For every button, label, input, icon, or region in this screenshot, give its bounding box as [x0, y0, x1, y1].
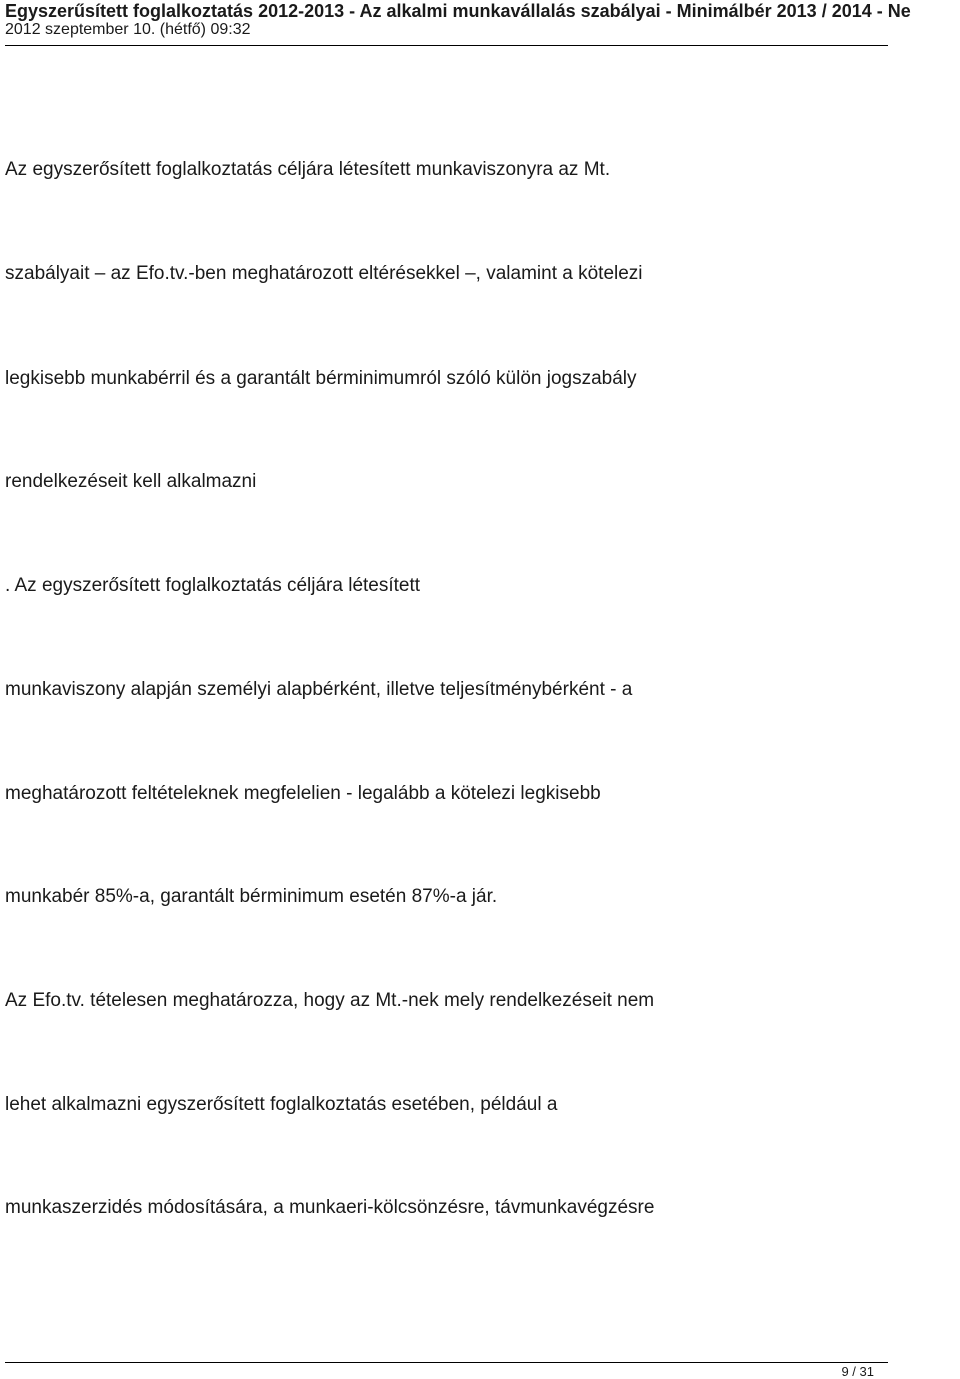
document-title: Egyszerűsített foglalkoztatás 2012-2013 - Az alkalmi munkavállalás szabályai - Minimálbér 2013 / 2014 - Ne — [5, 1, 911, 21]
footer-divider — [5, 1362, 888, 1363]
body-line: munkabér 85%-a, garantált bérminimum esetén 87%-a jár. — [5, 886, 498, 907]
body-line: munkaviszony alapján személyi alapbérként, illetve teljesítménybérként - a — [5, 679, 633, 700]
body-line: szabályait – az Efo.tv.-ben meghatározott eltérésekkel –, valamint a kötelezi — [5, 263, 643, 284]
body-line: lehet alkalmazni egyszerősített foglalkoztatás esetében, például a — [5, 1094, 558, 1115]
body-line: rendelkezéseit kell alkalmazni — [5, 471, 257, 492]
body-line: Az egyszerősített foglalkoztatás céljára létesített munkaviszonyra az Mt. — [5, 159, 611, 180]
body-line: munkaszerzidés módosítására, a munkaeri-kölcsönzésre, távmunkavégzésre — [5, 1197, 655, 1218]
page-number: 9 / 31 — [841, 1364, 874, 1379]
body-line: Az Efo.tv. tételesen meghatározza, hogy az Mt.-nek mely rendelkezéseit nem — [5, 990, 655, 1011]
document-datetime: 2012 szeptember 10. (hétfő) 09:32 — [5, 21, 251, 38]
body-line: . Az egyszerősített foglalkoztatás céljára létesített — [5, 575, 421, 596]
body-line: meghatározott feltételeknek megfelelien - legalább a kötelezi legkisebb — [5, 783, 601, 804]
header-divider — [5, 45, 888, 46]
body-line: legkisebb munkabérril és a garantált bérminimumról szóló külön jogszabály — [5, 368, 637, 389]
